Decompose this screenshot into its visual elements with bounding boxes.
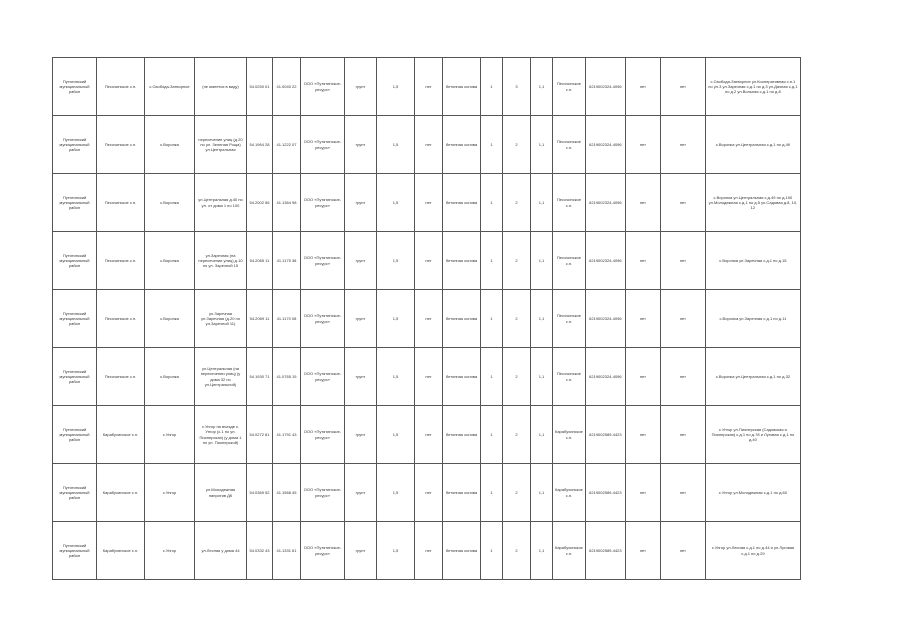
surface-cell: грунт (345, 522, 377, 580)
table-row (53, 348, 801, 406)
latitude-cell: 54.2069 11 (247, 290, 273, 348)
area-cell: 1,5 (377, 290, 415, 348)
area-cell: 1,5 (377, 58, 415, 116)
base-cell: бетонная основа (443, 174, 481, 232)
served-addresses-cell: с.Воронка ул.Заречная с.д.1 по д.15 (705, 232, 800, 290)
table-row (53, 522, 801, 580)
address-cell: ул.Молодежная напротив ДК (195, 464, 247, 522)
inn-cell: 6219002589-4423 (585, 464, 625, 522)
base-cell: бетонная основа (443, 522, 481, 580)
table-row (53, 174, 801, 232)
address-cell: ул.Центральная д.40 по ул. от дома 1 по 100 (195, 174, 247, 232)
type-cell: 1,1 (531, 348, 553, 406)
inn-cell: 6219002324-4096 (585, 290, 625, 348)
column-b-cell: нет (660, 116, 705, 174)
column-a-cell: нет (625, 174, 660, 232)
container-count-cell: 1 (481, 232, 503, 290)
longitude-cell: 41.1568 45 (273, 464, 301, 522)
settlement-cell: Песочинское с.п. (97, 58, 145, 116)
base-cell: бетонная основа (443, 290, 481, 348)
address-cell: ул.Центральная (на пересечении улиц) (у дома 32 по ул.Центральной) (195, 348, 247, 406)
object-cell: ООО «Путятинское-ресурс» (301, 290, 345, 348)
volume-cell: 2 (503, 232, 531, 290)
latitude-cell: 54.1930 71 (247, 348, 273, 406)
registry-rows (53, 58, 801, 580)
owner-cell: Карабухинское с.п. (553, 464, 586, 522)
object-cell: ООО «Путятинское-ресурс» (301, 116, 345, 174)
column-b-cell: нет (660, 522, 705, 580)
type-cell: 1,1 (531, 464, 553, 522)
column-a-cell: нет (625, 406, 660, 464)
area-cell: 1,5 (377, 406, 415, 464)
locality-cell: с.Воронка (145, 290, 195, 348)
served-addresses-cell: с.Унгор ул.Лесная с.д.1 по д.44 и ул.Луговая с.д.1 по д.29 (705, 522, 800, 580)
fence-cell: нет (415, 522, 443, 580)
latitude-cell: 54.2002 56 (247, 174, 273, 232)
owner-cell: Песочинское с.п. (553, 174, 586, 232)
settlement-cell: Песочинское с.п. (97, 290, 145, 348)
column-b-cell: нет (660, 290, 705, 348)
waste-site-registry-table (52, 57, 801, 580)
column-a-cell: нет (625, 232, 660, 290)
container-count-cell: 1 (481, 406, 503, 464)
base-cell: бетонная основа (443, 232, 481, 290)
longitude-cell: 41.1170 08 (273, 290, 301, 348)
address-cell: пересечение улиц (д.20 по ул. Зеленая Роща) ул.Центральная (195, 116, 247, 174)
column-a-cell: нет (625, 58, 660, 116)
container-count-cell: 1 (481, 522, 503, 580)
settlement-cell: Карабухинское с.п. (97, 522, 145, 580)
locality-cell: с.Унгор (145, 406, 195, 464)
fence-cell: нет (415, 232, 443, 290)
locality-cell: с.Воронка (145, 348, 195, 406)
table-row (53, 290, 801, 348)
inn-cell: 6219002589-4423 (585, 406, 625, 464)
settlement-cell: Песочинское с.п. (97, 116, 145, 174)
surface-cell: грунт (345, 406, 377, 464)
container-count-cell: 1 (481, 58, 503, 116)
served-addresses-cell: с.Свобода-Затворное ул.Кооперативная с.п.1 по ул.3 ул.Заречная с.д.1 по д.3 ул.Дачная с.д.1 по д.2 ул.Вольная с.д.1 по д.8 (705, 58, 800, 116)
inn-cell: 6219002324-4096 (585, 116, 625, 174)
fence-cell: нет (415, 348, 443, 406)
column-a-cell: нет (625, 522, 660, 580)
longitude-cell: 41.1364 98 (273, 174, 301, 232)
address-cell: ул.Заречная (на пересечении улиц) д.10 по ул. Заречной 15 (195, 232, 247, 290)
served-addresses-cell: с.Воронка ул.Заречная с.д.1 по д.11 (705, 290, 800, 348)
table-row (53, 116, 801, 174)
type-cell: 1,1 (531, 174, 553, 232)
area-cell: 1,5 (377, 116, 415, 174)
table-row (53, 464, 801, 522)
longitude-cell: 41.1175 38 (273, 232, 301, 290)
column-b-cell: нет (660, 174, 705, 232)
district-cell: Путятинский муниципальный район (53, 522, 97, 580)
owner-cell: Песочинское с.п. (553, 58, 586, 116)
settlement-cell: Карабухинское с.п. (97, 464, 145, 522)
table-row (53, 58, 801, 116)
latitude-cell: 54.0250 01 (247, 58, 273, 116)
district-cell: Путятинский муниципальный район (53, 58, 97, 116)
volume-cell: 2 (503, 348, 531, 406)
container-count-cell: 1 (481, 348, 503, 406)
base-cell: бетонная основа (443, 58, 481, 116)
column-a-cell: нет (625, 348, 660, 406)
settlement-cell: Песочинское с.п. (97, 232, 145, 290)
type-cell: 1,1 (531, 406, 553, 464)
locality-cell: с.Воронка (145, 232, 195, 290)
settlement-cell: Карабухинское с.п. (97, 406, 145, 464)
inn-cell: 6219002324-4096 (585, 174, 625, 232)
address-cell: с.Унгор на въезде с. Унгор (с.1 по ул. Пионерская) (у дома 1 по ул. Пионерской) (195, 406, 247, 464)
area-cell: 1,5 (377, 522, 415, 580)
container-count-cell: 1 (481, 174, 503, 232)
latitude-cell: 54.2065 11 (247, 232, 273, 290)
object-cell: ООО «Путятинское-ресурс» (301, 464, 345, 522)
surface-cell: грунт (345, 290, 377, 348)
object-cell: ООО «Путятинское-ресурс» (301, 348, 345, 406)
object-cell: ООО «Путятинское-ресурс» (301, 406, 345, 464)
fence-cell: нет (415, 406, 443, 464)
column-b-cell: нет (660, 406, 705, 464)
district-cell: Путятинский муниципальный район (53, 464, 97, 522)
area-cell: 1,5 (377, 464, 415, 522)
settlement-cell: Песочинское с.п. (97, 348, 145, 406)
base-cell: бетонная основа (443, 116, 481, 174)
type-cell: 1,1 (531, 232, 553, 290)
latitude-cell: 54.1964 28 (247, 116, 273, 174)
longitude-cell: 41.0040 22 (273, 58, 301, 116)
served-addresses-cell: с.Унгор ул.Молодежная с.д.1 по д.60 (705, 464, 800, 522)
object-cell: ООО «Путятинское-ресурс» (301, 58, 345, 116)
surface-cell: грунт (345, 116, 377, 174)
base-cell: бетонная основа (443, 406, 481, 464)
locality-cell: с.Свобода-Затворное (145, 58, 195, 116)
fence-cell: нет (415, 290, 443, 348)
table-row (53, 406, 801, 464)
volume-cell: 3 (503, 58, 531, 116)
district-cell: Путятинский муниципальный район (53, 406, 97, 464)
area-cell: 1,5 (377, 232, 415, 290)
column-a-cell: нет (625, 116, 660, 174)
served-addresses-cell: с.Воронка ул.Центральная с.д.1 по д.49 (705, 116, 800, 174)
column-b-cell: нет (660, 464, 705, 522)
surface-cell: грунт (345, 174, 377, 232)
district-cell: Путятинский муниципальный район (53, 232, 97, 290)
volume-cell: 2 (503, 464, 531, 522)
locality-cell: с.Воронка (145, 116, 195, 174)
district-cell: Путятинский муниципальный район (53, 290, 97, 348)
type-cell: 1,1 (531, 522, 553, 580)
column-a-cell: нет (625, 464, 660, 522)
latitude-cell: 54.0272 81 (247, 406, 273, 464)
locality-cell: с.Воронка (145, 174, 195, 232)
owner-cell: Карабухинское с.п. (553, 522, 586, 580)
column-b-cell: нет (660, 58, 705, 116)
surface-cell: грунт (345, 348, 377, 406)
container-count-cell: 1 (481, 290, 503, 348)
owner-cell: Песочинское с.п. (553, 232, 586, 290)
locality-cell: с.Унгор (145, 522, 195, 580)
column-b-cell: нет (660, 348, 705, 406)
inn-cell: 6219002324-4096 (585, 58, 625, 116)
owner-cell: Песочинское с.п. (553, 116, 586, 174)
volume-cell: 2 (503, 116, 531, 174)
column-b-cell: нет (660, 232, 705, 290)
table-row (53, 232, 801, 290)
longitude-cell: 41.1331 61 (273, 522, 301, 580)
served-addresses-cell: с.Воронка ул.Центральная с.д.49 по д.100 ул.Молодежная с.д.1 по д.5 ул.Садовая д.8, 10, 12 (705, 174, 800, 232)
longitude-cell: 41.1222 07 (273, 116, 301, 174)
settlement-cell: Песочинское с.п. (97, 174, 145, 232)
inn-cell: 6219002324-4096 (585, 348, 625, 406)
fence-cell: нет (415, 174, 443, 232)
container-count-cell: 1 (481, 464, 503, 522)
registry-sheet (52, 57, 801, 580)
fence-cell: нет (415, 464, 443, 522)
object-cell: ООО «Путятинское-ресурс» (301, 522, 345, 580)
address-cell: ул.Лесная у дома 44 (195, 522, 247, 580)
owner-cell: Песочинское с.п. (553, 348, 586, 406)
volume-cell: 2 (503, 174, 531, 232)
surface-cell: грунт (345, 464, 377, 522)
surface-cell: грунт (345, 58, 377, 116)
type-cell: 1,1 (531, 290, 553, 348)
base-cell: бетонная основа (443, 464, 481, 522)
volume-cell: 2 (503, 406, 531, 464)
fence-cell: нет (415, 58, 443, 116)
fence-cell: нет (415, 116, 443, 174)
base-cell: бетонная основа (443, 348, 481, 406)
latitude-cell: 54.0332 43 (247, 522, 273, 580)
type-cell: 1,1 (531, 116, 553, 174)
inn-cell: 6219002589-4423 (585, 522, 625, 580)
volume-cell: 2 (503, 522, 531, 580)
object-cell: ООО «Путятинское-ресурс» (301, 232, 345, 290)
area-cell: 1,5 (377, 174, 415, 232)
column-a-cell: нет (625, 290, 660, 348)
owner-cell: Карабухинское с.п. (553, 406, 586, 464)
surface-cell: грунт (345, 232, 377, 290)
address-cell: ул.Заречная ул.Заречная (д.20 по ул.Заречной 11) (195, 290, 247, 348)
longitude-cell: 41.1791 43 (273, 406, 301, 464)
longitude-cell: 41.0765 15 (273, 348, 301, 406)
volume-cell: 2 (503, 290, 531, 348)
address-cell: (не имеется в виду) (195, 58, 247, 116)
served-addresses-cell: с.Воронка ул.Центральная с.д.1 по д.32 (705, 348, 800, 406)
district-cell: Путятинский муниципальный район (53, 348, 97, 406)
object-cell: ООО «Путятинское-ресурс» (301, 174, 345, 232)
district-cell: Путятинский муниципальный район (53, 116, 97, 174)
latitude-cell: 54.0369 52 (247, 464, 273, 522)
area-cell: 1,5 (377, 348, 415, 406)
type-cell: 1,1 (531, 58, 553, 116)
container-count-cell: 1 (481, 116, 503, 174)
inn-cell: 6219002324-4096 (585, 232, 625, 290)
served-addresses-cell: с.Унгор ул.Пионерская (Садовская и Пионерская) с.д.1 по д.78 и Луговая с.д.1 по д.40 (705, 406, 800, 464)
locality-cell: с.Унгор (145, 464, 195, 522)
owner-cell: Песочинское с.п. (553, 290, 586, 348)
district-cell: Путятинский муниципальный район (53, 174, 97, 232)
